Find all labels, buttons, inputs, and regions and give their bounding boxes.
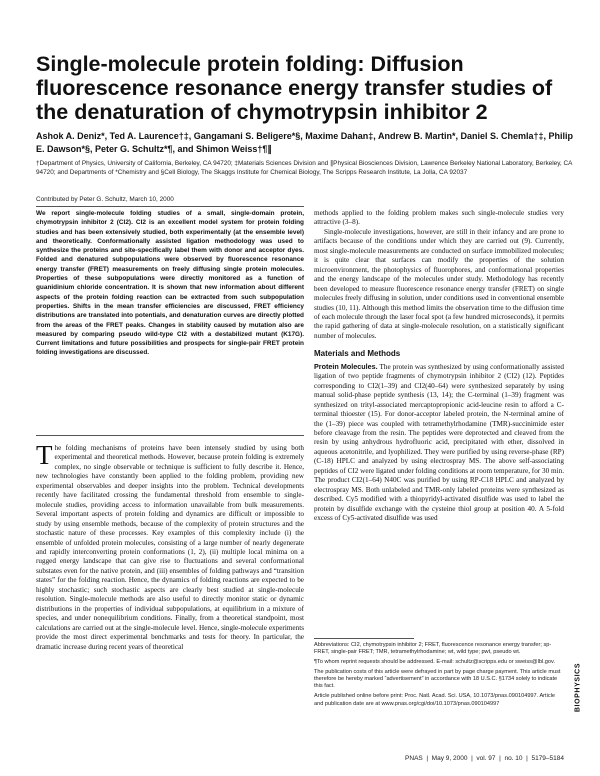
abstract-bottom-rule — [36, 435, 304, 436]
intro-text: he folding mechanisms of proteins have been intensely studied by using both experimental and theoretical methods. However, because protein folding is extremely complex, no single observable or technique is sufficient to fully describe it. Hence, new technologies have constantly been applied to the folding problem, providing new experimental observables and deeper insights into the problem. Technical developments recently have facilitated crossing the fundamental threshold from ensemble to single-molecule studies, providing access to information unavailable from bulk measurements. Several important aspects of protein folding and dynamics are difficult or impossible to study by using ensemble methods, because of the complexity of protein structures and the stochastic nature of these processes. Key examples of this complexity include (i) the ensemble of unfolded protein molecules, consisting of a large number of nearly degenerate and rapidly interconverting protein conformations (1, 2), (ii) multiple local minima on a rugged energy landscape that can give rise to fluctuations and several conformational substates even for the native protein, and (iii) ensembles of folding pathways and “transition states” for the folding reaction. Hence, the dynamics of folding reactions are expected to be highly stochastic; such stochastic aspects are clearly best studied at single-molecule resolution. Single-molecule methods are also useful to directly monitor static or dynamic distributions in the properties of individual subpopulations, at equilibrium in a mixture of species, and under nonequilibrium conditions. Finally, from a theoretical standpoint, most calculations are carried out at the single-molecule level. Hence, single-molecule experiments provide the most direct experimental benchmarks and tests for theory. In particular, the dramatic increase during recent years of theoretical — [36, 444, 304, 651]
contributed-by: Contributed by Peter G. Schultz, March 10, 2000 — [36, 196, 174, 203]
col2-paragraph-2: Single-molecule investigations, however, are still in their infancy and are prone to artifacts because of the conditions under which they are carried out (9). Currently, most single-molecule measurements are conducted on surface immobilized molecules; it is quite clear that surfaces can modify the properties of the solution microenvironment, the photophysics of fluorophores, and conformational properties and the energy landscape of the molecules under study. Methodology has recently been developed to measure fluorescence resonance energy transfer (FRET) on single molecules freely diffusing in solution, under conditions used in conventional ensemble studies (10, 11). Although this method limits the observation time to the diffusion time of each molecule through the laser focal spot (a few hundred microseconds), it permits the rapid gathering of data at single-molecule resolution, on a statistically significant number of molecules. — [314, 227, 564, 340]
footnote-abbreviations: Abbreviations: CI2, chymotrypsin inhibitor 2; FRET, fluorescence resonance energy transfer; sp-FRET, single-pair FRET; TMR, tetramethylrhodamine; wt, wild type; pwt, pseudo wt. — [314, 642, 552, 656]
footer-journal: PNAS — [405, 755, 423, 762]
section-sidebar — [570, 650, 584, 730]
footer-pages: 5179–5184 — [531, 755, 564, 762]
footer-date: May 9, 2000 — [431, 755, 468, 762]
paper-title: Single-molecule protein folding: Diffusion fluorescence resonance energy transfer studies of the denaturation of chymotrypsin inhibitor 2 — [36, 52, 553, 124]
abstract: We report single-molecule folding studies of a small, single-domain protein, chymotrypsin inhibitor 2 (CI2). CI2 is an excellent model system for protein folding studies and has been extensively studied, both experimentally (at the ensemble level) and theoretically. Conformationally assisted ligation methodology was used to synthesize the proteins and site-specifically label them with donor and acceptor dyes. Folded and denatured subpopulations were observed by fluorescence resonance energy transfer (FRET) measurements on freely diffusing single protein molecules. Properties of these subpopulations were directly monitored as a function of guanidinium chloride concentration. It is shown that new information about different aspects of the protein folding reaction can be extracted from such subpopulation properties. Shifts in the mean transfer efficiencies are discussed, FRET efficiency distributions are translated into potentials, and denaturation curves are directly plotted from the areas of the FRET peaks. Changes in stability caused by mutation also are measured by comparing pseudo wild-type CI2 with a destabilized mutant (K17G). Current limitations and future possibilities and prospects for single-pair FRET protein folding investigations are discussed. — [36, 210, 304, 357]
introduction — [36, 440, 304, 652]
footer-issue: no. 10 — [504, 755, 523, 762]
abstract-top-rule — [36, 206, 304, 207]
right-column — [314, 209, 564, 524]
drop-cap: T — [36, 440, 53, 470]
affiliations: †Department of Physics, University of California, Berkeley, CA 94720; ‡Materials Sciences Division and ∥Physical Biosciences Division, Lawrence Berkeley National Laboratory, Berkeley, CA 94720; and Departments of *Chemistry and §Cell Biology, The Skaggs Institute for Chemical Biology, The Scripps Research Institute, La Jolla, CA 92037 — [36, 160, 572, 176]
protein-molecules-text: The protein was synthesized by using conformationally assisted ligation of two peptide fragments of chymotrypsin inhibitor 2 (CI2) (12). Peptides corresponding to CI2(1–39) and CI2(40–64) were synthesized separately by using manual solid-phase peptide synthesis (13, 14); the C-terminal (1–39) fragment was synthesized on trityl-associated mercaptopropionic acid-leucine resin to afford a C-terminal thioester (15). For donor-acceptor labeled protein, the N-terminal amine of the (1–39) piece was coupled with tetramethylrhodamine (TMR)-succinimide ester before cleavage from the resin. The peptides were deprotected and cleaved from the resin by using anhydrous hydrofluoric acid, precipitated with ether, dissolved in aqueous acetonitrile, and lyophilized. They were purified by using reverse-phase (RP) (C-18) HPLC and analyzed by using electrospray MS. The above self-associating peptides of CI2 were ligated under folding conditions at room temperature, for 30 min. The product CI2(1–64) N40C was purified by using RP-C18 HPLC and analyzed by electrospray MS. Both unlabeled and TMR-only labeled proteins were synthesized as described. Cy5 modified with a thiopyridyl-activated disulfide was used to label the protein by disulfide exchange with the cysteine thiol group at position 40. A 5-fold excess of Cy5-activated disulfide was used — [314, 362, 564, 523]
section-heading-methods: Materials and Methods — [314, 349, 401, 359]
footnote-reprints: ¶To whom reprint requests should be addressed. E-mail: schultz@scripps.edu or sweiss@lbl.gov. — [314, 659, 555, 666]
col2-paragraph-3 — [314, 362, 564, 524]
footer-volume: vol. 97 — [476, 755, 496, 762]
footnote-pubinfo: Article published online before print: Proc. Natl. Acad. Sci. USA, 10.1073/pnas.090104997. Article and publication date are at www.pnas.org/cgi/doi/10.1073/pnas.090104997 — [314, 693, 555, 707]
subheading-protein-molecules: Protein Molecules. — [314, 361, 378, 371]
footnote-rule — [314, 638, 414, 639]
footnote-charges: The publication costs of this article were defrayed in part by page charge payment. This article must therefore be hereby marked “advertisement” in accordance with 18 U.S.C. §1734 solely to indicate this fact. — [314, 668, 561, 690]
sidebar-label: BIOPHYSICS — [574, 662, 582, 713]
page-footer: PNAS | May 9, 2000 | vol. 97 | no. 10 | 5179–5184 — [405, 755, 564, 762]
col2-paragraph-1: methods applied to the folding problem makes such single-molecule studies very attractive (3–8). — [314, 209, 564, 227]
footnotes — [314, 642, 564, 710]
author-list: Ashok A. Deniz*, Ted A. Laurence†‡, Gangamani S. Beligere*§, Maxime Dahan‡, Andrew B. Martin*, Daniel S. Chemla†‡, Philip E. Dawson*§, Peter G. Schultz*¶, and Shimon Weiss†¶∥ — [36, 131, 573, 154]
